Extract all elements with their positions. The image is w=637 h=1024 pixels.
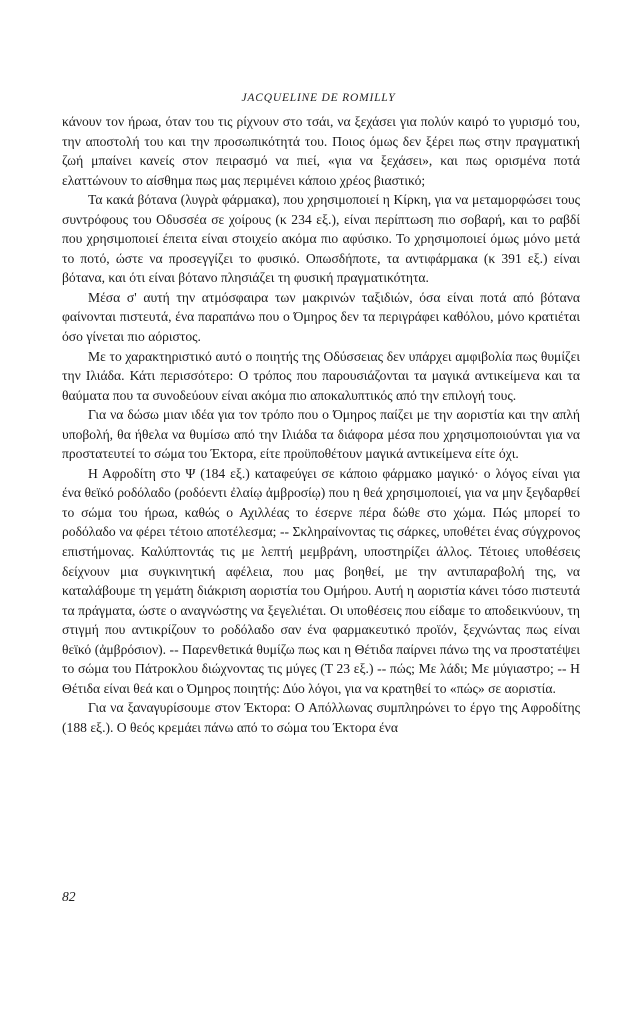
paragraph: κάνουν τον ήρωα, όταν του τις ρίχνουν στο τσάι, να ξεχάσει για πολύν καιρό το γυρισμό του, την αποστολή του και την προσωπικότητά του. Ποιος όμως δεν ξέρει πως στην πραγματική ζωή μπαίνει κανείς στον πειρασμό να πιεί, «για να ξεχάσει», και πως ορισμένα ποτά ελαττώνουν το αίσθημα πως μας περιμένει κάποιο χρέος βιαστικό; [62,114,580,188]
running-head: JACQUELINE DE ROMILLY [241,92,396,104]
paragraph: Τα κακά βότανα (λυγρὰ φάρμακα), που χρησιμοποιεί η Κίρκη, για να μεταμορφώσει τους συντρόφους του Οδυσσέα σε χοίρους (κ 234 εξ.), είναι περίπτωση πιο σοβαρή, και το ραβδί που χρησιμοποιεί έπειτα είναι στοιχείο ακόμα πιο αφύσικο. Το χρησιμοποιεί όμως μόνο μετά το ποτό, ώστε να προσεγγίζει το φυσικό. Οπωσδήποτε, τα αντιφάρμακα (κ 391 εξ.) είναι βότανα, και ότι είναι βότανο πλησιάζει τη φυσική πραγματικότητα. [62,192,580,286]
paragraph: Μέσα σ' αυτή την ατμόσφαιρα των μακρινών ταξιδιών, όσα είναι ποτά από βότανα φαίνονται πιστευτά, ένα παραπάνω που ο Όμηρος δεν τα περιγράφει καθόλου, μόνο κρατιέται όσο γίνεται πιο αόριστος. [62,289,580,345]
paragraph: Για να ξαναγυρίσουμε στον Έκτορα: Ο Απόλλωνας συμπληρώνει το έργο της Αφροδίτης (188 εξ.). Ο θεός κρεμάει πάνω από το σώμα του Έκτορα ένα [62,700,580,735]
paragraph: Η Αφροδίτη στο Ψ (184 εξ.) καταφεύγει σε κάποιο φάρμακο μαγικό· ο λόγος είναι για ένα θεϊκό ροδόλαδο (ροδόεντι ἐλαίῳ ἀμβροσίῳ) που η θεά χρησιμοποιεί, για να μην ξεγδαρθεί το σώμα του ήρωα, καθώς ο Αχιλλέας το έσερνε πέρα δώθε στο χώμα. Πώς μπορεί το ροδόλαδο να φέρει τέτοιο αποτέλεσμα; -- Σκληραίνοντας τις σάρκες, υποθέτει ένας σύγχρονος επιστήμονας. Καλύπτοντάς τις με λεπτή μεμβράνη, υποστηρίζει άλλος. Τέτοιες υποθέσεις δείχνουν μια συγκινητική αφέλεια, που μας βοηθεί, με την αντιπαραβολή της, να καταλάβουμε τη γεμάτη διάκριση αοριστία του Ομήρου. Αυτή η αοριστία κάνει τόσο πιστευτά τα πράγματα, ώστε ο αναγνώστης να ξεγελιέται. Οι υποθέσεις που είδαμε το αποδεικνύουν, τη στιγμή που αντικρίζουν το ροδόλαδο σαν ένα φαρμακευτικό προϊόν, ξεχνώντας πως είναι θεϊκό (ἀμβρόσιον). -- Παρενθετικά θυμίζω πως και η Θέτιδα παίρνει πάνω της να προστατέψει το σώμα του Πάτροκλου διώχνοντας τις μύγες (Τ 23 εξ.) -- πώς; Με λάδι; Με μύγιαστρο; -- Η Θέτιδα είναι θεά και ο Όμηρος ποιητής: Δύο λόγοι, για να κρατηθεί το «πώς» σε αοριστία. [62,465,580,696]
page-number: 82 [62,889,76,904]
body-text [62,112,580,738]
paragraph: Με το χαρακτηριστικό αυτό ο ποιητής της Οδύσσειας δεν υπάρχει αμφιβολία πως θυμίζει την Ιλιάδα. Κάτι περισσότερο: Ο τρόπος που παρουσιάζονται τα μαγικά αντικείμενα και τα θαύματα που τα συνοδεύουν είναι ακόμα πιο αποκαλυπτικός από την επιλογή τους. [62,348,580,403]
paragraph: Για να δώσω μιαν ιδέα για τον τρόπο που ο Όμηρος παίζει με την αοριστία και την απλή υποβολή, θα ήθελα να θυμίσω από την Ιλιάδα τα διάφορα μέσα που χρησιμοποιούνται για να προστατευτεί το σώμα του Έκτορα, είτε προϋποθέτουν μαγικά αντικείμενα είτε όχι. [62,407,580,462]
